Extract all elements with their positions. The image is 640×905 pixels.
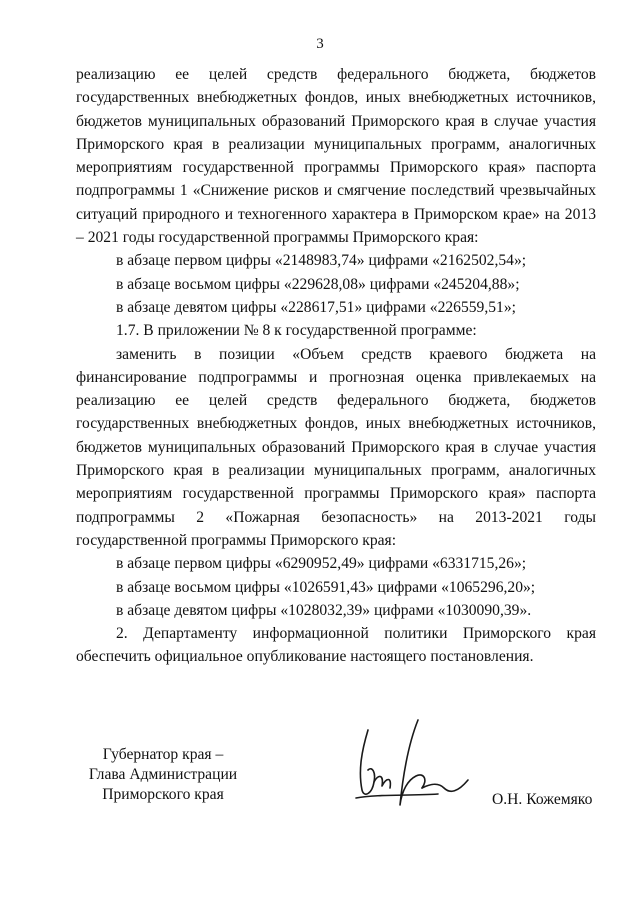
page-number: 3 [316, 36, 324, 52]
paragraph: в абзаце девятом цифры «1028032,39» цифрами «1030090,39». [116, 601, 532, 619]
signer-title-line: Глава Администрации [88, 766, 238, 783]
paragraph: в абзаце девятом цифры «228617,51» цифрами «226559,51»; [116, 298, 516, 316]
paragraph: в абзаце первом цифры «6290952,49» цифрами «6331715,26»; [116, 555, 527, 573]
signer-title-line: Губернатор края – [102, 746, 224, 763]
handwritten-signature [338, 710, 488, 820]
paragraph: заменить в позиции «Объем средств краевого бюджета на финансирование подпрограммы и прогнозная оценка привлекаемых на реализацию ее целей средств федерального бюджета, бюджетов государственных внебюджетных фондов, иных внебюджетных источников, бюджетов муниципальных образований Приморского края в случае участия Приморского края в реализации муниципальных программ, аналогичных мероприятиям государственной программы Приморского края» паспорта подпрограммы 2 «Пожарная безопасность» на 2013-2021 годы государственной программы Приморского края: [76, 345, 596, 549]
paragraph: реализацию ее целей средств федерального бюджета, бюджетов государственных внебюджетных фондов, иных внебюджетных источников, бюджетов муниципальных образований Приморского края в случае участия Приморского края в реализации муниципальных программ, аналогичных мероприятиям государственной программы Приморского края» паспорта подпрограммы 1 «Снижение рисков и смягчение последствий чрезвычайных ситуаций природного и техногенного характера в Приморском крае» на 2013 – 2021 годы государственной программы Приморского края: [76, 66, 596, 247]
paragraph: в абзаце восьмом цифры «229628,08» цифрами «245204,88»; [116, 275, 520, 293]
paragraph: 1.7. В приложении № 8 к государственной программе: [116, 322, 477, 340]
signer-title-line: Приморского края [102, 786, 224, 803]
document-body [76, 63, 596, 669]
signer-name: О.Н. Кожемяко [492, 791, 593, 808]
signer-title [78, 745, 248, 805]
signature-block [0, 745, 640, 825]
paragraph: в абзаце первом цифры «2148983,74» цифрами «2162502,54»; [116, 252, 527, 270]
paragraph: в абзаце восьмом цифры «1026591,43» цифрами «1065296,20»; [116, 578, 536, 596]
paragraph: 2. Департаменту информационной политики Приморского края обеспечить официальное опубликование настоящего постановления. [76, 625, 596, 666]
